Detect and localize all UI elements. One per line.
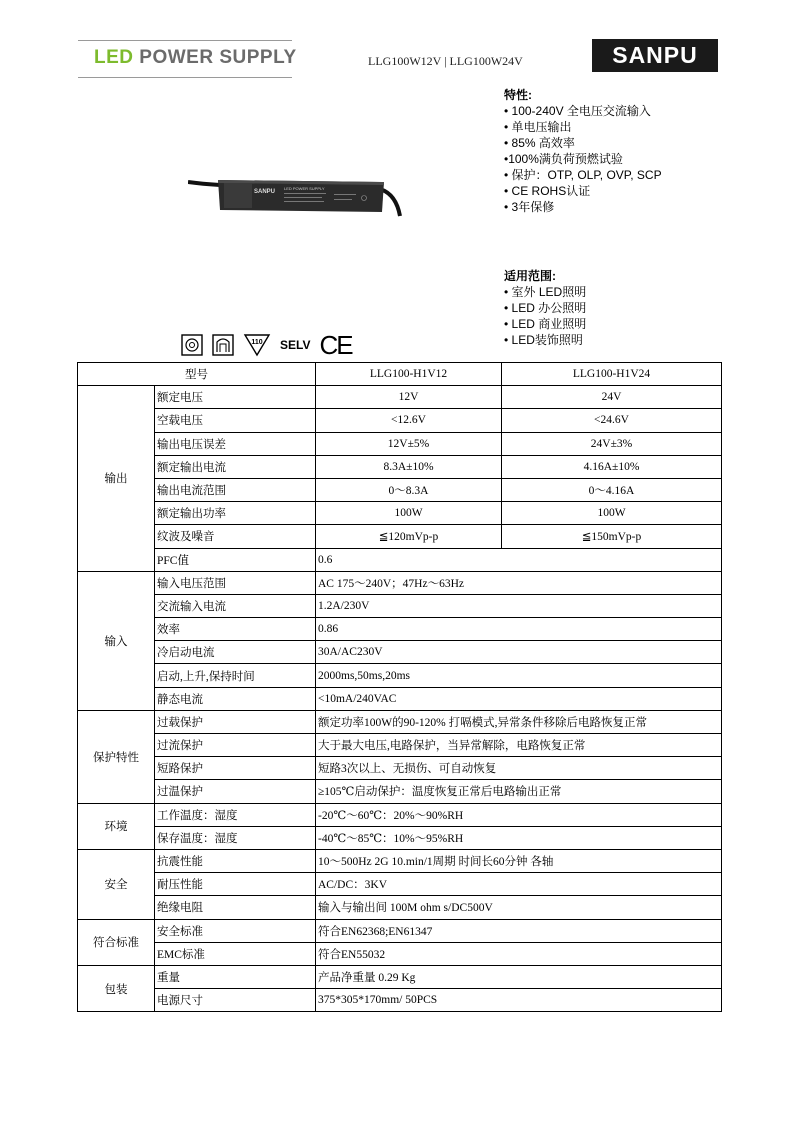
spec-table xyxy=(77,362,722,1012)
brand-rest: POWER SUPPLY xyxy=(133,47,297,68)
cell-12v: 100W xyxy=(316,502,502,525)
row-label: 保存温度：湿度 xyxy=(155,826,316,849)
table-row xyxy=(78,571,722,594)
row-label: EMC标准 xyxy=(155,942,316,965)
table-row xyxy=(78,849,722,872)
header-col-24v: LLG100-H1V24 xyxy=(502,363,722,386)
group-safety: 安全 xyxy=(78,849,155,919)
row-label: 安全标准 xyxy=(155,919,316,942)
row-label: 冷启动电流 xyxy=(155,641,316,664)
header-model-label: 型号 xyxy=(78,363,316,386)
table-row xyxy=(78,710,722,733)
model-numbers: LLG100W12V | LLG100W24V xyxy=(368,54,523,68)
feature-item: • 单电压输出 xyxy=(504,120,572,134)
group-standards: 符合标准 xyxy=(78,919,155,965)
cell-value: 符合EN62368;EN61347 xyxy=(316,919,722,942)
cell-24v: 100W xyxy=(502,502,722,525)
group-packaging: 包装 xyxy=(78,965,155,1011)
row-label: 空载电压 xyxy=(155,409,316,432)
application-item: • LED 办公照明 xyxy=(504,301,587,315)
feature-item: • 3年保修 xyxy=(504,200,555,214)
cell-value: 0.86 xyxy=(316,618,722,641)
temperature-triangle-icon xyxy=(243,333,271,357)
table-row xyxy=(78,432,722,455)
header-rule-top xyxy=(78,40,292,41)
input-cable xyxy=(188,182,220,185)
row-label: 静态电流 xyxy=(155,687,316,710)
application-item: • LED 商业照明 xyxy=(504,317,587,331)
row-label: 额定输出功率 xyxy=(155,502,316,525)
header-rule-bottom xyxy=(78,77,292,78)
cell-value: 大于最大电压,电路保护，当异常解除，电路恢复正常 xyxy=(316,734,722,757)
class-ii-icon xyxy=(181,334,203,356)
product-brand-text: SANPU xyxy=(254,189,276,195)
product-image xyxy=(188,172,410,222)
table-row xyxy=(78,664,722,687)
feature-item: •100%满负荷预燃试验 xyxy=(504,152,623,166)
cell-value: -40℃～85℃：10%～95%RH xyxy=(316,826,722,849)
cell-12v: 12V xyxy=(316,386,502,409)
row-label: 过流保护 xyxy=(155,734,316,757)
brand-led: LED xyxy=(94,47,134,68)
table-row xyxy=(78,919,722,942)
table-row xyxy=(78,826,722,849)
table-row xyxy=(78,478,722,501)
row-label: 重量 xyxy=(155,965,316,988)
table-header-row xyxy=(78,363,722,386)
table-row xyxy=(78,780,722,803)
row-label: 过载保护 xyxy=(155,710,316,733)
header-col-12v: LLG100-H1V12 xyxy=(316,363,502,386)
group-output: 输出 xyxy=(78,386,155,572)
table-row xyxy=(78,502,722,525)
row-label: 抗震性能 xyxy=(155,849,316,872)
table-row xyxy=(78,757,722,780)
cell-value: 输入与输出间 100M ohm s/DC500V xyxy=(316,896,722,919)
cell-value: 30A/AC230V xyxy=(316,641,722,664)
cell-value: 1.2A/230V xyxy=(316,594,722,617)
cell-12v: <12.6V xyxy=(316,409,502,432)
group-protection: 保护特性 xyxy=(78,710,155,803)
table-row xyxy=(78,989,722,1012)
feature-item: • 85% 高效率 xyxy=(504,136,575,150)
row-label: 输出电压误差 xyxy=(155,432,316,455)
feature-item: • CE ROHS认证 xyxy=(504,184,591,198)
cell-24v: 24V xyxy=(502,386,722,409)
cell-value: AC/DC：3KV xyxy=(316,873,722,896)
cell-value: 短路3次以上、无损伤、可自动恢复 xyxy=(316,757,722,780)
cell-12v: 12V±5% xyxy=(316,432,502,455)
row-label: 额定电压 xyxy=(155,386,316,409)
cell-24v: 24V±3% xyxy=(502,432,722,455)
cell-value: 符合EN55032 xyxy=(316,942,722,965)
feature-item: • 100-240V 全电压交流输入 xyxy=(504,104,651,118)
row-label: 短路保护 xyxy=(155,757,316,780)
applications-list xyxy=(504,268,586,348)
row-label: 输出电流范围 xyxy=(155,478,316,501)
feature-item: • 保护：OTP, OLP, OVP, SCP xyxy=(504,168,662,182)
row-label: 耐压性能 xyxy=(155,873,316,896)
features-list xyxy=(504,87,662,215)
row-label: 输入电压范围 xyxy=(155,571,316,594)
table-row xyxy=(78,687,722,710)
group-input: 输入 xyxy=(78,571,155,710)
application-item: • 室外 LED照明 xyxy=(504,285,587,299)
cell-value: 2000ms,50ms,20ms xyxy=(316,664,722,687)
ce-mark: CE xyxy=(319,330,352,360)
row-label: 过温保护 xyxy=(155,780,316,803)
table-row xyxy=(78,734,722,757)
cell-value: 375*305*170mm/ 50PCS xyxy=(316,989,722,1012)
cell-value: <10mA/240VAC xyxy=(316,687,722,710)
group-environment: 环境 xyxy=(78,803,155,849)
cell-value: AC 175～240V；47Hz～63Hz xyxy=(316,571,722,594)
cell-24v: 4.16A±10% xyxy=(502,455,722,478)
cell-12v: 8.3A±10% xyxy=(316,455,502,478)
product-label-text: LED POWER SUPPLY xyxy=(284,186,325,191)
cell-value: 0.6 xyxy=(316,548,722,571)
cell-24v: 0～4.16A xyxy=(502,478,722,501)
applications-title: 适用范围: xyxy=(504,269,556,283)
table-row xyxy=(78,594,722,617)
table-row xyxy=(78,409,722,432)
cell-12v: ≦120mVp-p xyxy=(316,525,502,548)
cell-12v: 0～8.3A xyxy=(316,478,502,501)
row-label: 绝缘电阻 xyxy=(155,896,316,919)
table-row xyxy=(78,641,722,664)
row-label: 工作温度：湿度 xyxy=(155,803,316,826)
table-row xyxy=(78,942,722,965)
table-row xyxy=(78,455,722,478)
table-row xyxy=(78,618,722,641)
application-item: • LED装饰照明 xyxy=(504,333,583,347)
table-row xyxy=(78,896,722,919)
row-label: 额定输出电流 xyxy=(155,455,316,478)
table-row xyxy=(78,548,722,571)
row-label: PFC值 xyxy=(155,548,316,571)
independent-device-icon xyxy=(212,334,234,356)
selv-mark: SELV xyxy=(280,338,311,352)
row-label: 启动,上升,保持时间 xyxy=(155,664,316,687)
cell-value: -20℃～60℃：20%～90%RH xyxy=(316,803,722,826)
row-label: 效率 xyxy=(155,618,316,641)
sanpu-logo: SANPU xyxy=(592,39,718,72)
table-row xyxy=(78,965,722,988)
cell-24v: <24.6V xyxy=(502,409,722,432)
certification-marks xyxy=(181,331,352,359)
cell-value: 10～500Hz 2G 10.min/1周期 时间长60分钟 各轴 xyxy=(316,849,722,872)
cell-value: 产品净重量 0.29 Kg xyxy=(316,965,722,988)
table-row xyxy=(78,525,722,548)
cell-value: 额定功率100W的90-120% 打嗝模式,异常条件移除后电路恢复正常 xyxy=(316,710,722,733)
row-label: 纹波及噪音 xyxy=(155,525,316,548)
cell-value: ≥105℃启动保护：温度恢复正常后电路输出正常 xyxy=(316,780,722,803)
features-title: 特性: xyxy=(504,88,532,102)
row-label: 电源尺寸 xyxy=(155,989,316,1012)
table-row xyxy=(78,803,722,826)
table-row xyxy=(78,386,722,409)
row-label: 交流输入电流 xyxy=(155,594,316,617)
triangle-text: 110 xyxy=(251,339,263,346)
table-row xyxy=(78,873,722,896)
brand-title xyxy=(94,47,297,69)
cell-24v: ≦150mVp-p xyxy=(502,525,722,548)
